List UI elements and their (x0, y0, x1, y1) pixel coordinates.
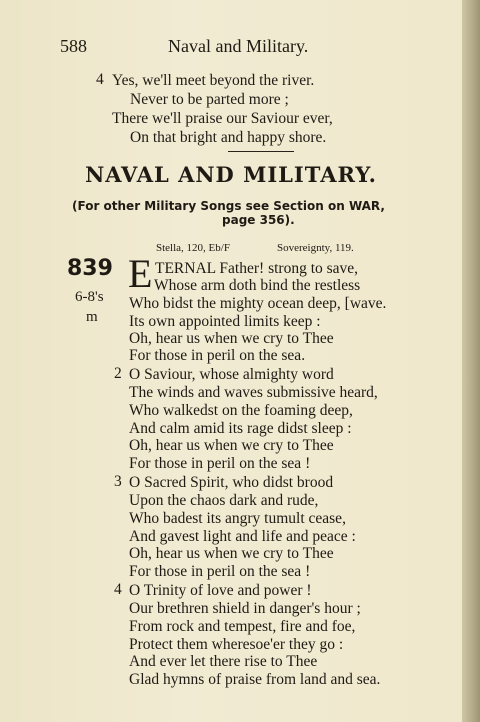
verse-3-line: For those in peril on the sea ! (129, 563, 311, 580)
drop-cap: E (128, 251, 153, 296)
hymn-meter: 6-8's (75, 289, 104, 305)
verse-2-line: Who walkedst on the foaming deep, (129, 402, 353, 419)
page-number: 588 (60, 36, 87, 56)
running-title: Naval and Military. (168, 36, 309, 56)
verse-4-line: O Trinity of love and power ! (129, 582, 312, 599)
verse-4-line: Glad hymns of praise from land and sea. (129, 671, 381, 688)
verse-3-line: And gavest light and life and peace : (129, 528, 356, 545)
verse-3-line: Who badest its angry tumult cease, (129, 510, 346, 527)
verse-2-line: O Saviour, whose almighty word (129, 366, 334, 383)
verse-1-line: Whose arm doth bind the restless (154, 277, 361, 294)
verse-1-line: For those in peril on the sea. (129, 347, 306, 364)
verse-1-line: Who bidst the mighty ocean deep, [wave. (129, 295, 387, 312)
prev-verse-line: On that bright and happy shore. (130, 129, 327, 146)
hymn-number: 839 (67, 256, 113, 281)
section-note-line1: (For other Military Songs see Section on WAR, (72, 199, 385, 213)
prev-verse-number: 4 (96, 71, 104, 88)
verse-3-line: Upon the chaos dark and rude, (129, 492, 319, 509)
verse-1-line: TERNAL Father! strong to save, (155, 260, 359, 277)
page-gutter (462, 0, 480, 722)
prev-verse-line: There we'll praise our Saviour ever, (112, 110, 333, 127)
verse-4-line: Our brethren shield in danger's hour ; (129, 600, 361, 617)
verse-1-line: Its own appointed limits keep : (129, 313, 321, 330)
verse-3-line: Oh, hear us when we cry to Thee (129, 545, 334, 562)
verse-2-line: And calm amid its rage didst sleep : (129, 420, 352, 437)
section-note-line2: page 356). (222, 213, 295, 227)
verse-4-line: From rock and tempest, fire and foe, (129, 618, 356, 635)
verse-2-line: Oh, hear us when we cry to Thee (129, 437, 334, 454)
verse-1-line: Oh, hear us when we cry to Thee (129, 330, 334, 347)
hymn-meter-mark: m (86, 309, 98, 325)
section-title: NAVAL AND MILITARY. (85, 162, 377, 187)
verse-2-line: The winds and waves submissive heard, (129, 384, 378, 401)
verse-3-line: O Sacred Spirit, who didst brood (129, 474, 334, 491)
tune-left: Stella, 120, Eb/F (156, 242, 230, 254)
verse-4-number: 4 (114, 581, 122, 598)
verse-2-line: For those in peril on the sea ! (129, 455, 311, 472)
verse-2-number: 2 (114, 365, 122, 382)
prev-verse-line: Never to be parted more ; (130, 91, 289, 108)
tune-right: Sovereignty, 119. (277, 242, 354, 254)
verse-4-line: Protect them wheresoe'er they go : (129, 636, 344, 653)
verse-4-line: And ever let there rise to Thee (129, 653, 318, 670)
verse-3-number: 3 (114, 473, 122, 490)
prev-verse-line: Yes, we'll meet beyond the river. (112, 72, 315, 89)
section-divider (228, 151, 294, 152)
